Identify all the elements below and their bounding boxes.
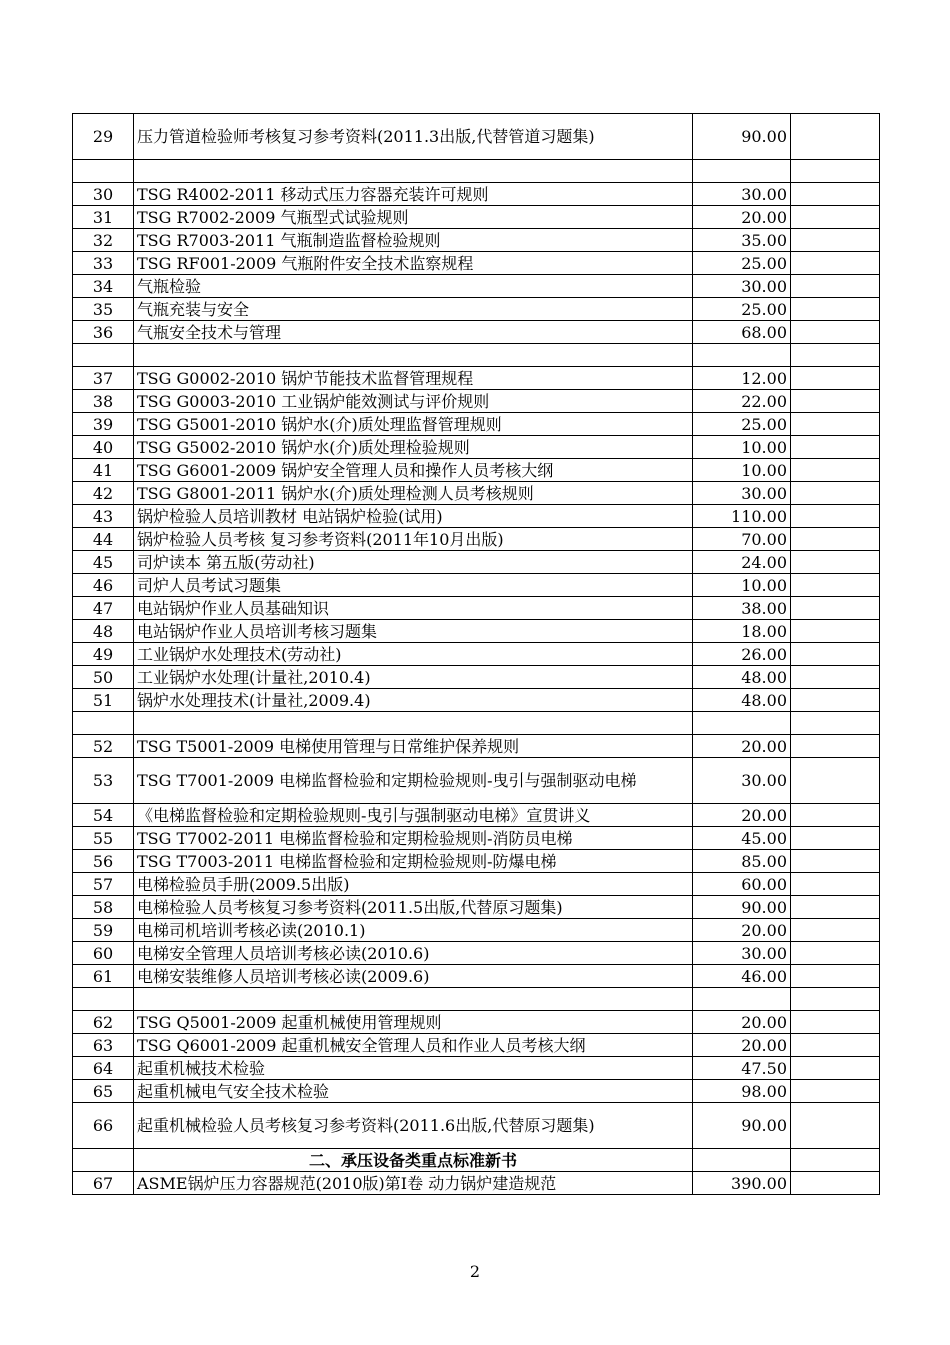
remark-cell — [791, 1149, 880, 1172]
table-row — [73, 620, 880, 643]
table-row — [73, 597, 880, 620]
book-price: 20.00 — [693, 1034, 791, 1057]
table-row — [73, 390, 880, 413]
book-price: 12.00 — [693, 367, 791, 390]
item-number: 41 — [73, 459, 134, 482]
book-price: 45.00 — [693, 827, 791, 850]
table-row — [73, 321, 880, 344]
book-price: 30.00 — [693, 275, 791, 298]
remark-cell — [791, 574, 880, 597]
table-row — [73, 689, 880, 712]
item-number: 47 — [73, 597, 134, 620]
remark-cell — [791, 1080, 880, 1103]
item-number: 39 — [73, 413, 134, 436]
book-title: TSG T5001-2009 电梯使用管理与日常维护保养规则 — [134, 735, 693, 758]
remark-cell — [791, 1057, 880, 1080]
remark-cell — [791, 367, 880, 390]
book-price: 20.00 — [693, 735, 791, 758]
item-number: 52 — [73, 735, 134, 758]
book-title: TSG G5001-2010 锅炉水(介)质处理监督管理规则 — [134, 413, 693, 436]
item-number: 50 — [73, 666, 134, 689]
book-price: 85.00 — [693, 850, 791, 873]
table-row — [73, 574, 880, 597]
remark-cell — [791, 183, 880, 206]
book-title: 电梯司机培训考核必读(2010.1) — [134, 919, 693, 942]
book-title: 电梯检验员手册(2009.5出版) — [134, 873, 693, 896]
book-price: 30.00 — [693, 942, 791, 965]
item-number: 65 — [73, 1080, 134, 1103]
book-title: 气瓶安全技术与管理 — [134, 321, 693, 344]
remark-cell — [791, 505, 880, 528]
book-price: 30.00 — [693, 482, 791, 505]
remark-cell — [791, 114, 880, 160]
spacer-row — [73, 712, 880, 735]
item-number: 54 — [73, 804, 134, 827]
remark-cell — [791, 643, 880, 666]
remark-cell — [791, 344, 880, 367]
book-price: 24.00 — [693, 551, 791, 574]
book-title: 起重机械检验人员考核复习参考资料(2011.6出版,代替原习题集) — [134, 1103, 693, 1149]
book-title: TSG G5002-2010 锅炉水(介)质处理检验规则 — [134, 436, 693, 459]
book-price: 18.00 — [693, 620, 791, 643]
book-title: 起重机械电气安全技术检验 — [134, 1080, 693, 1103]
item-number: 31 — [73, 206, 134, 229]
table-row — [73, 896, 880, 919]
remark-cell — [791, 551, 880, 574]
table-row — [73, 965, 880, 988]
book-title: TSG G0002-2010 锅炉节能技术监督管理规程 — [134, 367, 693, 390]
item-number: 37 — [73, 367, 134, 390]
table-row — [73, 666, 880, 689]
table-row — [73, 1103, 880, 1149]
remark-cell — [791, 1172, 880, 1195]
remark-cell — [791, 804, 880, 827]
item-number: 62 — [73, 1011, 134, 1034]
book-title: 压力管道检验师考核复习参考资料(2011.3出版,代替管道习题集) — [134, 114, 693, 160]
remark-cell — [791, 735, 880, 758]
remark-cell — [791, 873, 880, 896]
book-title: 电站锅炉作业人员基础知识 — [134, 597, 693, 620]
item-number: 58 — [73, 896, 134, 919]
book-price: 10.00 — [693, 574, 791, 597]
remark-cell — [791, 758, 880, 804]
price-cell — [693, 712, 791, 735]
table-row — [73, 505, 880, 528]
item-number: 63 — [73, 1034, 134, 1057]
table-row — [73, 367, 880, 390]
book-title: TSG Q6001-2009 起重机械安全管理人员和作业人员考核大纲 — [134, 1034, 693, 1057]
book-price: 390.00 — [693, 1172, 791, 1195]
table-row — [73, 1057, 880, 1080]
table-row — [73, 436, 880, 459]
book-title: TSG G8001-2011 锅炉水(介)质处理检测人员考核规则 — [134, 482, 693, 505]
item-number: 61 — [73, 965, 134, 988]
book-price: 90.00 — [693, 896, 791, 919]
book-title: TSG R7003-2011 气瓶制造监督检验规则 — [134, 229, 693, 252]
remark-cell — [791, 390, 880, 413]
book-price: 47.50 — [693, 1057, 791, 1080]
book-title: 工业锅炉水处理(计量社,2010.4) — [134, 666, 693, 689]
book-title: 起重机械技术检验 — [134, 1057, 693, 1080]
item-number: 66 — [73, 1103, 134, 1149]
item-number: 51 — [73, 689, 134, 712]
item-number: 43 — [73, 505, 134, 528]
item-number: 67 — [73, 1172, 134, 1195]
table-row — [73, 1011, 880, 1034]
book-price: 25.00 — [693, 298, 791, 321]
book-title: 司炉读本 第五版(劳动社) — [134, 551, 693, 574]
remark-cell — [791, 413, 880, 436]
item-number: 40 — [73, 436, 134, 459]
item-number: 56 — [73, 850, 134, 873]
remark-cell — [791, 160, 880, 183]
book-title: TSG Q5001-2009 起重机械使用管理规则 — [134, 1011, 693, 1034]
item-number: 30 — [73, 183, 134, 206]
table-row — [73, 1080, 880, 1103]
item-number: 35 — [73, 298, 134, 321]
table-row — [73, 298, 880, 321]
remark-cell — [791, 459, 880, 482]
table-row — [73, 183, 880, 206]
remark-cell — [791, 988, 880, 1011]
book-title: TSG T7003-2011 电梯监督检验和定期检验规则-防爆电梯 — [134, 850, 693, 873]
section-heading-row — [73, 1149, 880, 1172]
item-number: 60 — [73, 942, 134, 965]
remark-cell — [791, 712, 880, 735]
section-title: 二、承压设备类重点标准新书 — [134, 1149, 693, 1172]
num-cell — [73, 1149, 134, 1172]
book-title: 电站锅炉作业人员培训考核习题集 — [134, 620, 693, 643]
remark-cell — [791, 298, 880, 321]
book-price: 70.00 — [693, 528, 791, 551]
item-number: 49 — [73, 643, 134, 666]
book-price: 30.00 — [693, 183, 791, 206]
table-row — [73, 735, 880, 758]
remark-cell — [791, 896, 880, 919]
remark-cell — [791, 1103, 880, 1149]
table-row — [73, 528, 880, 551]
remark-cell — [791, 1011, 880, 1034]
book-price: 68.00 — [693, 321, 791, 344]
num-cell — [73, 712, 134, 735]
item-number: 59 — [73, 919, 134, 942]
remark-cell — [791, 436, 880, 459]
book-price: 60.00 — [693, 873, 791, 896]
title-cell — [134, 160, 693, 183]
price-cell — [693, 988, 791, 1011]
item-number: 38 — [73, 390, 134, 413]
title-cell — [134, 988, 693, 1011]
book-price: 48.00 — [693, 689, 791, 712]
book-title: 气瓶检验 — [134, 275, 693, 298]
item-number: 42 — [73, 482, 134, 505]
table-row — [73, 114, 880, 160]
book-price: 30.00 — [693, 758, 791, 804]
table-row — [73, 482, 880, 505]
title-cell — [134, 712, 693, 735]
remark-cell — [791, 942, 880, 965]
remark-cell — [791, 321, 880, 344]
remark-cell — [791, 666, 880, 689]
table-row — [73, 1034, 880, 1057]
book-title: 气瓶充装与安全 — [134, 298, 693, 321]
num-cell — [73, 160, 134, 183]
book-title: 工业锅炉水处理技术(劳动社) — [134, 643, 693, 666]
book-price-table — [72, 113, 880, 1195]
book-price: 90.00 — [693, 1103, 791, 1149]
table-row — [73, 252, 880, 275]
item-number: 45 — [73, 551, 134, 574]
item-number: 44 — [73, 528, 134, 551]
book-price: 98.00 — [693, 1080, 791, 1103]
item-number: 53 — [73, 758, 134, 804]
table-row — [73, 919, 880, 942]
book-title: 锅炉检验人员培训教材 电站锅炉检验(试用) — [134, 505, 693, 528]
book-price: 48.00 — [693, 666, 791, 689]
book-price: 10.00 — [693, 459, 791, 482]
book-price: 25.00 — [693, 413, 791, 436]
remark-cell — [791, 206, 880, 229]
table-row — [73, 758, 880, 804]
remark-cell — [791, 482, 880, 505]
remark-cell — [791, 827, 880, 850]
table-row — [73, 413, 880, 436]
table-row — [73, 873, 880, 896]
book-title: 《电梯监督检验和定期检验规则-曳引与强制驱动电梯》宣贯讲义 — [134, 804, 693, 827]
book-price: 20.00 — [693, 804, 791, 827]
num-cell — [73, 988, 134, 1011]
price-cell — [693, 1149, 791, 1172]
book-title: 电梯检验人员考核复习参考资料(2011.5出版,代替原习题集) — [134, 896, 693, 919]
remark-cell — [791, 229, 880, 252]
book-title: TSG R4002-2011 移动式压力容器充装许可规则 — [134, 183, 693, 206]
book-title: 司炉人员考试习题集 — [134, 574, 693, 597]
spacer-row — [73, 160, 880, 183]
book-title: TSG R7002-2009 气瓶型式试验规则 — [134, 206, 693, 229]
page-number: 2 — [469, 1262, 481, 1281]
book-title: TSG G0003-2010 工业锅炉能效测试与评价规则 — [134, 390, 693, 413]
book-price: 90.00 — [693, 114, 791, 160]
table-row — [73, 459, 880, 482]
table-body — [73, 114, 880, 1195]
remark-cell — [791, 919, 880, 942]
table-row — [73, 942, 880, 965]
remark-cell — [791, 528, 880, 551]
table-row — [73, 206, 880, 229]
table-row — [73, 804, 880, 827]
num-cell — [73, 344, 134, 367]
table-row — [73, 275, 880, 298]
remark-cell — [791, 850, 880, 873]
remark-cell — [791, 1034, 880, 1057]
item-number: 33 — [73, 252, 134, 275]
book-title: 锅炉水处理技术(计量社,2009.4) — [134, 689, 693, 712]
item-number: 48 — [73, 620, 134, 643]
spacer-row — [73, 988, 880, 1011]
book-price: 25.00 — [693, 252, 791, 275]
item-number: 46 — [73, 574, 134, 597]
item-number: 64 — [73, 1057, 134, 1080]
remark-cell — [791, 275, 880, 298]
item-number: 32 — [73, 229, 134, 252]
item-number: 29 — [73, 114, 134, 160]
item-number: 34 — [73, 275, 134, 298]
item-number: 57 — [73, 873, 134, 896]
table-row — [73, 551, 880, 574]
book-title: TSG T7001-2009 电梯监督检验和定期检验规则-曳引与强制驱动电梯 — [134, 758, 693, 804]
table-row — [73, 643, 880, 666]
book-price: 26.00 — [693, 643, 791, 666]
title-cell — [134, 344, 693, 367]
spacer-row — [73, 344, 880, 367]
book-price: 20.00 — [693, 206, 791, 229]
table-row — [73, 229, 880, 252]
book-title: 电梯安全管理人员培训考核必读(2010.6) — [134, 942, 693, 965]
price-cell — [693, 344, 791, 367]
remark-cell — [791, 689, 880, 712]
item-number: 36 — [73, 321, 134, 344]
book-title: TSG G6001-2009 锅炉安全管理人员和操作人员考核大纲 — [134, 459, 693, 482]
book-price: 46.00 — [693, 965, 791, 988]
price-cell — [693, 160, 791, 183]
remark-cell — [791, 620, 880, 643]
table-row — [73, 827, 880, 850]
book-title: 电梯安装维修人员培训考核必读(2009.6) — [134, 965, 693, 988]
item-number: 55 — [73, 827, 134, 850]
book-price: 20.00 — [693, 919, 791, 942]
book-title: TSG T7002-2011 电梯监督检验和定期检验规则-消防员电梯 — [134, 827, 693, 850]
remark-cell — [791, 965, 880, 988]
book-price: 110.00 — [693, 505, 791, 528]
book-title: 锅炉检验人员考核 复习参考资料(2011年10月出版) — [134, 528, 693, 551]
book-title: TSG RF001-2009 气瓶附件安全技术监察规程 — [134, 252, 693, 275]
book-title: ASME锅炉压力容器规范(2010版)第Ⅰ卷 动力锅炉建造规范 — [134, 1172, 693, 1195]
book-price: 38.00 — [693, 597, 791, 620]
table-row — [73, 1172, 880, 1195]
book-price: 35.00 — [693, 229, 791, 252]
book-price: 20.00 — [693, 1011, 791, 1034]
book-price: 22.00 — [693, 390, 791, 413]
table-row — [73, 850, 880, 873]
book-price: 10.00 — [693, 436, 791, 459]
remark-cell — [791, 597, 880, 620]
remark-cell — [791, 252, 880, 275]
